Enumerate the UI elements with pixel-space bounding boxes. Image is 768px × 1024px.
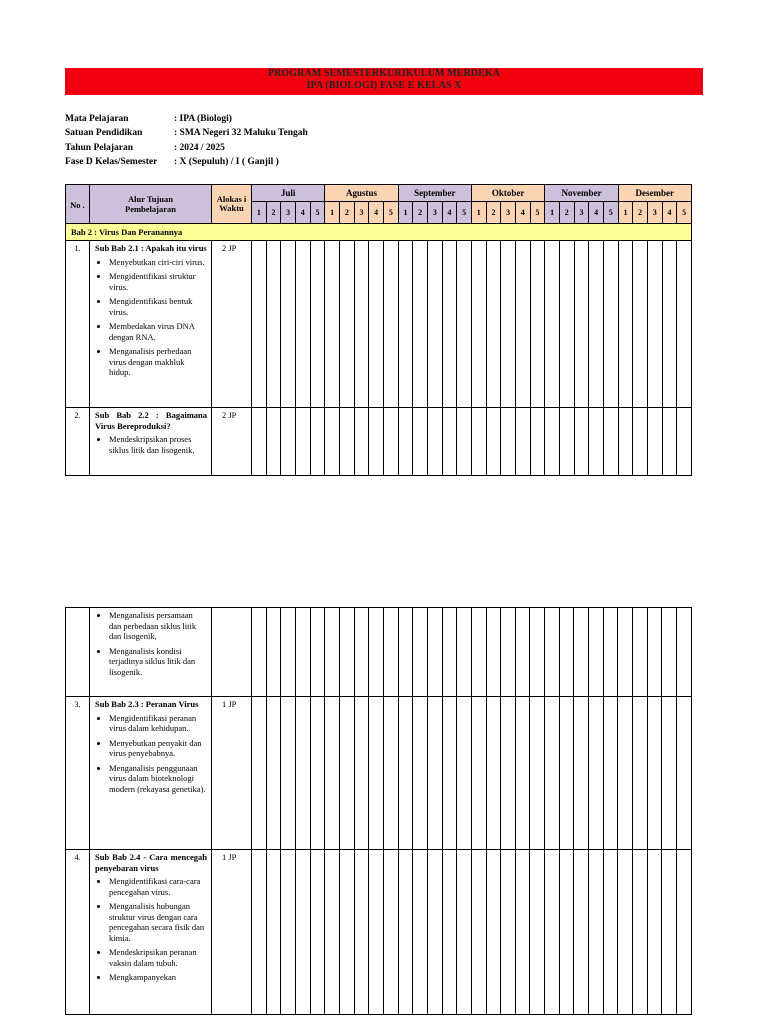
week-cell <box>354 850 369 1015</box>
objective-item: • Menganalisis perbedaan virus dengan makhluk hidup. <box>109 346 207 378</box>
week-cell <box>633 697 648 850</box>
week-cell <box>603 241 618 408</box>
week-header: 1 <box>252 201 267 223</box>
learning-objective <box>90 408 212 476</box>
row-number: 2. <box>66 408 90 476</box>
learning-objective <box>90 697 212 850</box>
week-cell <box>427 697 442 850</box>
week-cell <box>457 697 472 850</box>
week-cell <box>647 850 662 1015</box>
objective-list <box>95 876 207 983</box>
learning-objective <box>90 241 212 408</box>
week-cell <box>677 608 692 697</box>
col-header-alokasi: Alokas i Waktu <box>212 185 252 224</box>
week-cell <box>589 850 604 1015</box>
week-cell <box>457 608 472 697</box>
week-cell <box>383 697 398 850</box>
week-cell <box>266 697 281 850</box>
week-cell <box>354 408 369 476</box>
week-cell <box>633 850 648 1015</box>
chapter-row: Bab 2 : Virus Dan Peranannya <box>66 224 692 241</box>
week-cell <box>442 697 457 850</box>
table-row <box>66 697 692 850</box>
week-header: 4 <box>369 201 384 223</box>
week-cell <box>354 608 369 697</box>
week-cell <box>266 608 281 697</box>
learning-objective <box>90 850 212 1015</box>
week-cell <box>530 241 545 408</box>
week-header: 5 <box>603 201 618 223</box>
title-line-2: IPA (BIOLOGI) FASE E KELAS X <box>306 80 462 91</box>
week-cell <box>266 850 281 1015</box>
month-header: Oktober <box>471 185 544 202</box>
week-cell <box>281 408 296 476</box>
week-cell <box>559 241 574 408</box>
month-header: Juli <box>252 185 325 202</box>
week-cell <box>369 608 384 697</box>
week-cell <box>266 408 281 476</box>
week-cell <box>515 697 530 850</box>
week-cell <box>618 408 633 476</box>
meta-value: : 2024 / 2025 <box>174 142 225 153</box>
week-cell <box>633 241 648 408</box>
week-cell <box>354 241 369 408</box>
week-cell <box>413 241 428 408</box>
week-cell <box>559 850 574 1015</box>
month-header: Desember <box>618 185 691 202</box>
week-cell <box>647 241 662 408</box>
week-header: 3 <box>574 201 589 223</box>
objective-list <box>95 713 207 795</box>
week-header: 2 <box>559 201 574 223</box>
week-cell <box>662 241 677 408</box>
objective-list <box>95 434 207 455</box>
meta-row <box>65 155 308 169</box>
objective-item: • Mengidentifikasi struktur virus. <box>109 271 207 292</box>
row-number <box>66 608 90 697</box>
week-cell <box>281 241 296 408</box>
objective-item: • Menyebutkan penyakit dan virus penyebabnya. <box>109 738 207 759</box>
week-cell <box>413 608 428 697</box>
week-cell <box>398 608 413 697</box>
week-cell <box>545 408 560 476</box>
week-cell <box>295 241 310 408</box>
week-cell <box>677 850 692 1015</box>
week-header: 4 <box>515 201 530 223</box>
week-cell <box>310 408 325 476</box>
week-header: 1 <box>545 201 560 223</box>
table-row <box>66 608 692 697</box>
week-cell <box>574 850 589 1015</box>
week-header: 3 <box>281 201 296 223</box>
week-cell <box>662 408 677 476</box>
meta-label: Mata Pelajaran <box>65 114 129 124</box>
week-cell <box>427 850 442 1015</box>
week-header: 2 <box>266 201 281 223</box>
objective-list <box>95 610 207 677</box>
week-cell <box>501 697 516 850</box>
meta-row <box>65 126 308 140</box>
week-cell <box>633 608 648 697</box>
week-cell <box>618 241 633 408</box>
week-header: 2 <box>486 201 501 223</box>
sub-bab-title: Sub Bab 2.3 : Peranan Virus <box>95 699 199 709</box>
week-cell <box>501 408 516 476</box>
week-cell <box>618 850 633 1015</box>
week-cell <box>457 850 472 1015</box>
week-cell <box>413 697 428 850</box>
week-cell <box>427 608 442 697</box>
week-cell <box>339 850 354 1015</box>
month-header: November <box>545 185 618 202</box>
week-cell <box>603 608 618 697</box>
week-cell <box>310 608 325 697</box>
week-cell <box>339 408 354 476</box>
week-header: 4 <box>442 201 457 223</box>
week-header: 4 <box>662 201 677 223</box>
week-cell <box>325 697 340 850</box>
week-cell <box>252 697 267 850</box>
week-cell <box>574 697 589 850</box>
week-cell <box>398 697 413 850</box>
week-cell <box>295 850 310 1015</box>
schedule-table-page-1 <box>65 184 692 476</box>
week-cell <box>618 608 633 697</box>
week-cell <box>486 408 501 476</box>
week-header: 1 <box>325 201 340 223</box>
week-header: 4 <box>295 201 310 223</box>
week-cell <box>325 608 340 697</box>
week-cell <box>252 850 267 1015</box>
week-cell <box>471 241 486 408</box>
week-header: 3 <box>427 201 442 223</box>
week-cell <box>325 241 340 408</box>
week-cell <box>559 408 574 476</box>
week-cell <box>662 608 677 697</box>
week-cell <box>545 241 560 408</box>
week-cell <box>369 697 384 850</box>
week-cell <box>589 241 604 408</box>
week-cell <box>442 241 457 408</box>
week-cell <box>471 608 486 697</box>
week-cell <box>295 408 310 476</box>
week-cell <box>339 608 354 697</box>
meta-label: Satuan Pendidikan <box>65 128 143 139</box>
week-cell <box>559 608 574 697</box>
week-cell <box>515 608 530 697</box>
week-header: 5 <box>383 201 398 223</box>
learning-objective <box>90 608 212 697</box>
week-cell <box>515 850 530 1015</box>
week-cell <box>486 850 501 1015</box>
meta-value: : IPA (Biologi) <box>174 114 232 124</box>
objective-item: • Mendeskripsikan proses siklus litik dan lisogenik, <box>109 434 207 455</box>
meta-label: Tahun Pelajaran <box>65 142 134 153</box>
week-cell <box>603 850 618 1015</box>
week-cell <box>633 408 648 476</box>
week-header: 1 <box>618 201 633 223</box>
week-cell <box>457 241 472 408</box>
row-number: 1. <box>66 241 90 408</box>
time-allocation: 1 JP <box>212 697 252 850</box>
week-header: 3 <box>501 201 516 223</box>
col-header-no: No . <box>66 185 90 224</box>
week-cell <box>325 850 340 1015</box>
week-header: 1 <box>398 201 413 223</box>
week-cell <box>545 608 560 697</box>
week-cell <box>457 408 472 476</box>
row-number: 3. <box>66 697 90 850</box>
document-meta <box>65 112 308 169</box>
week-header: 3 <box>354 201 369 223</box>
objective-item: • Menganalisis penggunaan virus dalam bioteknologi modern (rekayasa genetika). <box>109 763 207 795</box>
week-cell <box>295 608 310 697</box>
week-cell <box>413 850 428 1015</box>
week-cell <box>603 697 618 850</box>
meta-value: : SMA Negeri 32 Maluku Tengah <box>174 128 308 139</box>
week-header: 2 <box>339 201 354 223</box>
time-allocation: 1 JP <box>212 850 252 1015</box>
week-cell <box>339 241 354 408</box>
week-cell <box>603 408 618 476</box>
week-header: 2 <box>633 201 648 223</box>
week-cell <box>383 408 398 476</box>
objective-item: • Menganalisis hubungan struktur virus dengan cara pencegahan secara fisik dan kimia. <box>109 901 207 943</box>
week-cell <box>383 608 398 697</box>
objective-item: • Menganalisis kondisi terjadinya siklus litik dan lisogenik. <box>109 646 207 678</box>
week-cell <box>501 608 516 697</box>
week-cell <box>413 408 428 476</box>
week-cell <box>677 408 692 476</box>
week-cell <box>530 408 545 476</box>
week-cell <box>369 850 384 1015</box>
meta-row <box>65 141 308 155</box>
objective-item: • Mendeskripsikan peranan vaksin dalam tubuh. <box>109 947 207 968</box>
week-cell <box>647 408 662 476</box>
week-cell <box>589 697 604 850</box>
objective-list <box>95 257 207 378</box>
week-cell <box>501 241 516 408</box>
week-cell <box>574 408 589 476</box>
week-cell <box>515 408 530 476</box>
week-cell <box>515 241 530 408</box>
meta-label: Fase D Kelas/Semester <box>65 156 158 167</box>
objective-item: • Menyebutkan ciri-ciri virus. <box>109 257 207 268</box>
week-cell <box>662 697 677 850</box>
time-allocation <box>212 608 252 697</box>
week-header: 3 <box>647 201 662 223</box>
row-number: 4. <box>66 850 90 1015</box>
week-cell <box>398 408 413 476</box>
week-cell <box>618 697 633 850</box>
month-header: Agustus <box>325 185 398 202</box>
objective-item: • Mengidentifikasi bentuk virus. <box>109 296 207 317</box>
week-header: 2 <box>413 201 428 223</box>
week-cell <box>530 697 545 850</box>
week-cell <box>486 241 501 408</box>
week-cell <box>589 408 604 476</box>
week-cell <box>266 241 281 408</box>
week-cell <box>427 408 442 476</box>
meta-row <box>65 112 308 126</box>
sub-bab-title: Sub Bab 2.4 - Cara mencegah penyebaran virus <box>95 852 207 873</box>
week-cell <box>339 697 354 850</box>
week-cell <box>252 408 267 476</box>
week-cell <box>559 697 574 850</box>
week-header: 5 <box>457 201 472 223</box>
week-cell <box>501 850 516 1015</box>
week-cell <box>281 608 296 697</box>
week-cell <box>662 850 677 1015</box>
week-cell <box>471 697 486 850</box>
objective-item: • Menganalisis persamaan dan perbedaan siklus litik dan lisogenik, <box>109 610 207 642</box>
time-allocation: 2 JP <box>212 408 252 476</box>
week-cell <box>442 408 457 476</box>
week-cell <box>574 241 589 408</box>
week-cell <box>589 608 604 697</box>
table-row <box>66 850 692 1015</box>
week-cell <box>486 608 501 697</box>
week-cell <box>325 408 340 476</box>
week-cell <box>530 608 545 697</box>
week-cell <box>545 850 560 1015</box>
week-cell <box>369 241 384 408</box>
week-cell <box>677 241 692 408</box>
title-banner <box>65 68 703 95</box>
sub-bab-title: Sub Bab 2.1 : Apakah itu virus <box>95 243 207 253</box>
week-header: 5 <box>310 201 325 223</box>
week-cell <box>427 241 442 408</box>
sub-bab-title: Sub Bab 2.2 : Bagaimana Virus Bereproduksi? <box>95 410 207 431</box>
week-cell <box>647 608 662 697</box>
week-cell <box>383 241 398 408</box>
month-header: September <box>398 185 471 202</box>
week-cell <box>486 697 501 850</box>
week-cell <box>574 608 589 697</box>
week-header: 5 <box>530 201 545 223</box>
week-cell <box>369 408 384 476</box>
week-header: 4 <box>589 201 604 223</box>
week-cell <box>383 850 398 1015</box>
objective-item: • Mengkampanyekan <box>109 972 207 983</box>
schedule-table-page-2 <box>65 607 692 1015</box>
week-cell <box>647 697 662 850</box>
objective-item: • Mengidentifikasi peranan virus dalam kehidupan. <box>109 713 207 734</box>
table-row <box>66 241 692 408</box>
week-cell <box>471 850 486 1015</box>
week-cell <box>310 850 325 1015</box>
table-row <box>66 408 692 476</box>
week-cell <box>310 241 325 408</box>
meta-value: : X (Sepuluh) / I ( Ganjil ) <box>174 156 279 167</box>
week-header: 5 <box>677 201 692 223</box>
week-cell <box>252 241 267 408</box>
week-cell <box>471 408 486 476</box>
week-cell <box>281 697 296 850</box>
week-cell <box>442 608 457 697</box>
week-cell <box>530 850 545 1015</box>
week-header: 1 <box>471 201 486 223</box>
week-cell <box>252 608 267 697</box>
objective-item: • Mengidentifikasi cara-cara pencegahan virus. <box>109 876 207 897</box>
week-cell <box>398 850 413 1015</box>
objective-item: • Membedakan virus DNA dengan RNA. <box>109 321 207 342</box>
title-line-1: PROGRAM SEMESTERKURIKULUM MERDEKA <box>267 68 501 79</box>
week-cell <box>442 850 457 1015</box>
week-cell <box>310 697 325 850</box>
week-cell <box>545 697 560 850</box>
week-cell <box>354 697 369 850</box>
week-cell <box>295 697 310 850</box>
col-header-alur: Alur Tujuan Pembelajaran <box>90 185 212 224</box>
week-cell <box>677 697 692 850</box>
time-allocation: 2 JP <box>212 241 252 408</box>
week-cell <box>398 241 413 408</box>
week-cell <box>281 850 296 1015</box>
